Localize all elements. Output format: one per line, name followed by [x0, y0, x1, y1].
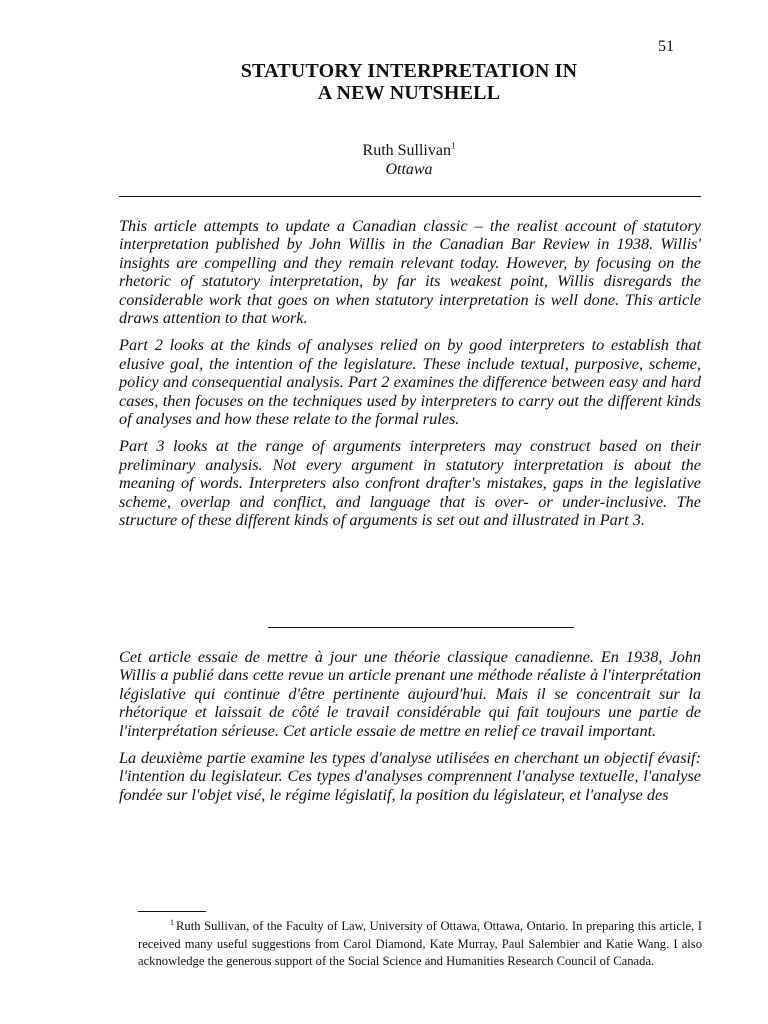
author-name: Ruth Sullivan — [362, 142, 451, 159]
abstract-fr-paragraph-1: Cet article essaie de mettre à jour une théorie classique canadienne. En 1938, John Willis a publié dans cette revue un article prenant une méthode réaliste à l'interprétation législative qui continue d'être pertinente aujourd'hui. Mais il se concentrait sur la rhétorique et laissait de côté le travail considérable qui fait toujours une partie de l'interprétation sérieuse. Cet article essaie de mettre en relief ce travail important. — [119, 647, 701, 740]
abstract-top-rule — [119, 196, 701, 197]
abstract-en-paragraph-3: Part 3 looks at the range of arguments interpreters may construct based on their preliminary analysis. Not every argument in statutory interpretation is about the meaning of words. Interpreters also confront drafter's mistakes, gaps in the legislative scheme, overlap and conflict, and language that is over- or under-inclusive. The structure of these different kinds of arguments is set out and illustrated in Part 3. — [119, 436, 701, 530]
footnote-rule — [138, 911, 206, 912]
abstract-fr-paragraph-2: La deuxième partie examine les types d'analyse utilisées en cherchant un objectif évasif: l'intention du legislateur. Ces types d'analyses comprennent l'analyse textuelle, l'analyse fondée sur l'objet visé, le régime législatif, la position du législateur, et l'analyse des — [119, 748, 701, 804]
author-affiliation: Ottawa — [385, 161, 433, 178]
abstract-en-paragraph-1: This article attempts to update a Canadian classic – the realist account of statutory interpretation published by John Willis in the Canadian Bar Review in 1938. Willis' insights are compelling and they remain relevant today. However, by focusing on the rhetoric of statutory interpretation, by far its weakest point, Willis disregards the considerable work that goes on when statutory interpretation is well done. This article draws attention to that work. — [119, 216, 701, 328]
title-line-2: A NEW NUTSHELL — [317, 82, 501, 104]
footnote-text: Ruth Sullivan, of the Faculty of Law, University of Ottawa, Ottawa, Ontario. In preparing this article, I received many useful suggestions from Carol Diamond, Kate Murray, Paul Salembier and Katie Wang. I also acknowledge the generous support of the Social Science and Humanities Research Council of Canada. — [138, 919, 702, 968]
page-number: 51 — [658, 38, 674, 55]
abstract-french — [119, 648, 701, 813]
title-line-1: STATUTORY INTERPRETATION IN — [240, 60, 578, 82]
abstract-en-paragraph-2: Part 2 looks at the kinds of analyses relied on by good interpreters to establish that elusive goal, the intention of the legislature. These include textual, purposive, scheme, policy and consequential analysis. Part 2 examines the difference between easy and hard cases, then focuses on the techniques used by interpreters to carry out the different kinds of analyses and how these relate to the formal rules. — [119, 335, 701, 429]
footnote — [138, 918, 702, 971]
footnote-mark: 1 — [170, 917, 174, 927]
abstract-english — [119, 217, 701, 539]
abstract-divider-rule — [268, 627, 574, 628]
author-line — [0, 141, 768, 161]
article-title — [0, 60, 768, 104]
author-footnote-mark: 1 — [450, 140, 456, 151]
